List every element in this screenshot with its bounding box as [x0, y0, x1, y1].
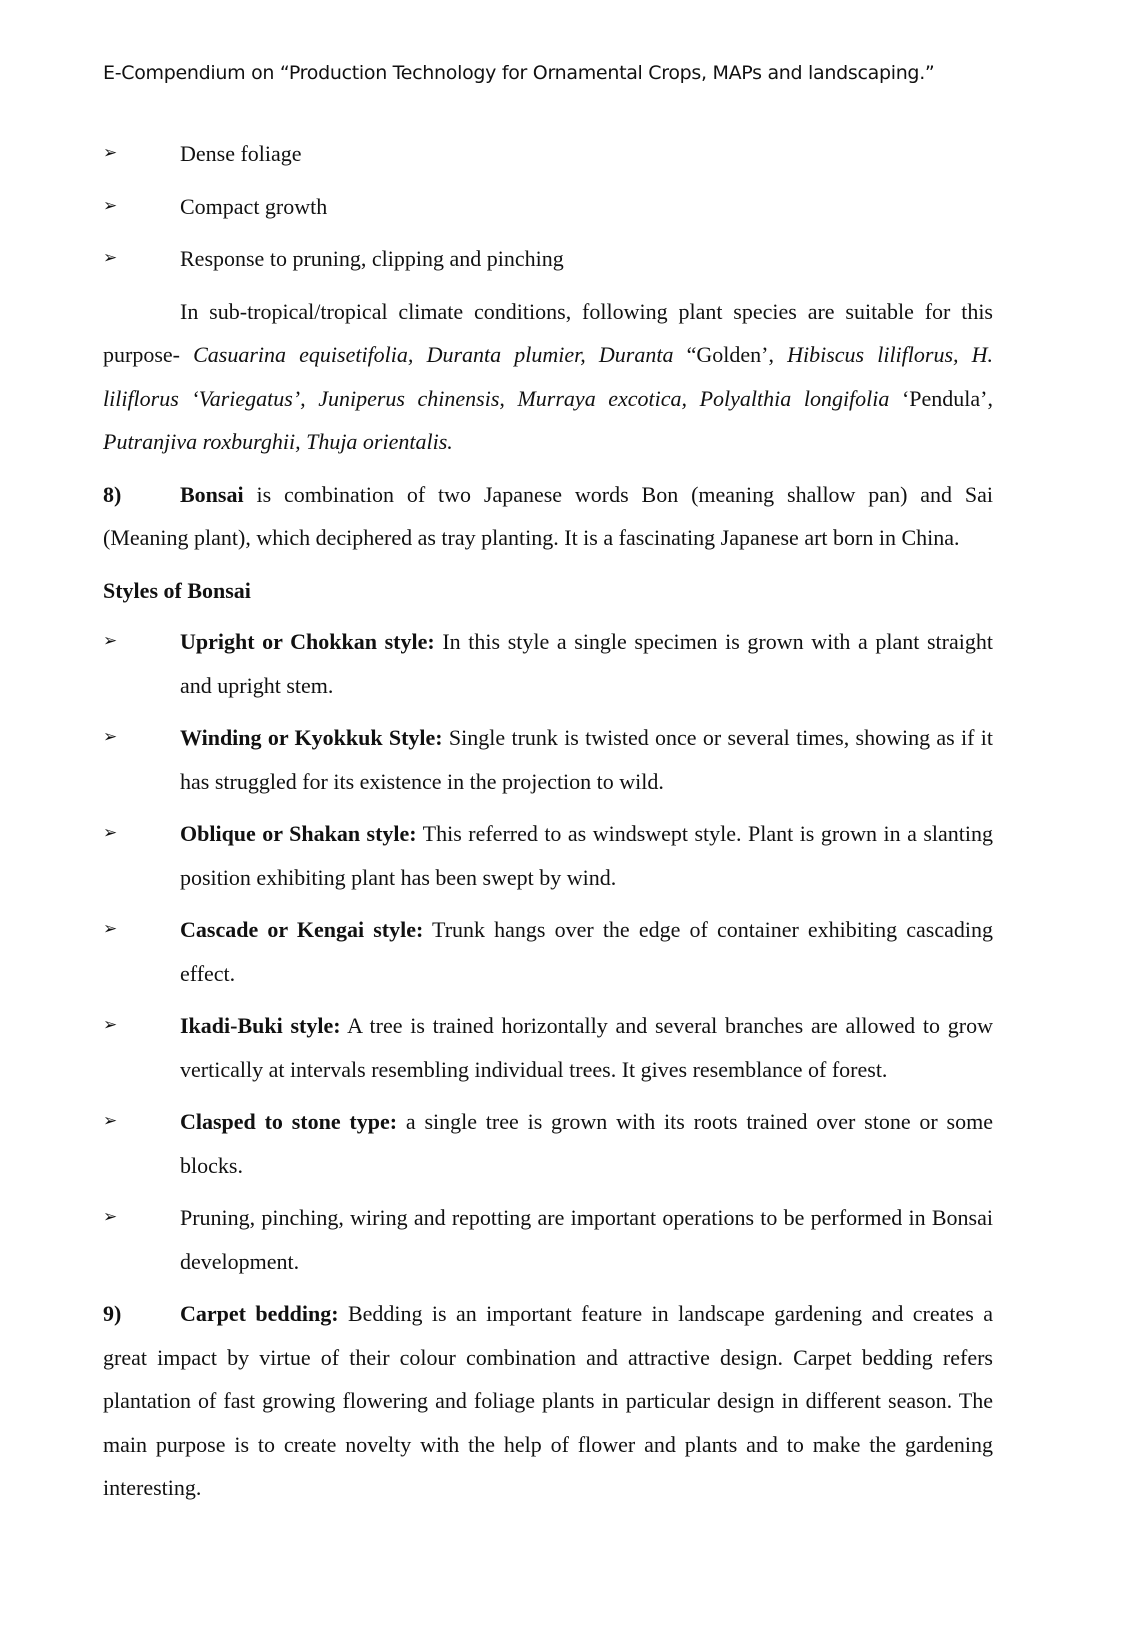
arrow-bullet-icon: ➢ [103, 1015, 118, 1035]
arrow-bullet-icon: ➢ [103, 727, 118, 747]
arrow-bullet-icon: ➢ [103, 1207, 118, 1227]
arrow-bullet-icon: ➢ [103, 1111, 118, 1131]
arrow-bullet-icon: ➢ [103, 248, 118, 268]
document-body [103, 132, 993, 1519]
arrow-bullet-icon: ➢ [103, 143, 118, 163]
list-item: ➢ Pruning, pinching, wiring and repotting are important operations to be performed in Bonsai development. [103, 1196, 993, 1283]
carpet-bedding-paragraph: 9) Carpet bedding: Bedding is an important feature in landscape gardening and creates a great impact by virtue of their colour combination and attractive design. Carpet bedding refers plantation of fast growing flowering and foliage plants in particular design in different season. The main purpose is to create novelty with the help of flower and plants and to make the gardening interesting. [103, 1292, 993, 1510]
section-term: Bonsai [180, 481, 244, 507]
running-header: E-Compendium on “Production Technology for Ornamental Crops, MAPs and landscaping.” [103, 62, 935, 84]
list-item: ➢ Winding or Kyokkuk Style: Single trunk is twisted once or several times, showing as if it has struggled for its existence in the projection to wild. [103, 716, 993, 803]
arrow-bullet-icon: ➢ [103, 823, 118, 843]
arrow-bullet-icon: ➢ [103, 195, 118, 216]
list-item: ➢ Dense foliage [103, 132, 993, 176]
list-item: ➢ Oblique or Shakan style: This referred to as windswept style. Plant is grown in a slanting position exhibiting plant has been swept by wind. [103, 812, 993, 899]
section-number: 8) [103, 481, 122, 507]
list-item: ➢ Upright or Chokkan style: In this style a single specimen is grown with a plant straight and upright stem. [103, 620, 993, 707]
list-item: ➢ Response to pruning, clipping and pinching [103, 237, 993, 281]
arrow-bullet-icon: ➢ [103, 631, 118, 651]
bonsai-paragraph: 8) Bonsai is combination of two Japanese words Bon (meaning shallow pan) and Sai (Meaning plant), which deciphered as tray planting. It is a fascinating Japanese art born in China. [103, 473, 993, 560]
list-item: ➢ Compact growth [103, 185, 993, 229]
list-item: ➢ Ikadi-Buki style: A tree is trained horizontally and several branches are allowed to grow vertically at intervals resembling individual trees. It gives resemblance of forest. [103, 1004, 993, 1091]
species-paragraph: In sub-tropical/tropical climate conditions, following plant species are suitable for this purpose- Casuarina equisetifolia, Duranta plumier, Duranta “Golden’, Hibiscus liliflorus, H. liliflorus ‘Variegatus’, Juniperus chinensis, Murraya excotica, Polyalthia longifolia ‘Pendula’, Putranjiva roxburghii, Thuja orientalis. [103, 298, 994, 454]
arrow-bullet-icon: ➢ [103, 919, 118, 939]
list-item: ➢ Clasped to stone type: a single tree is grown with its roots trained over stone or some blocks. [103, 1100, 993, 1187]
list-item: ➢ Cascade or Kengai style: Trunk hangs over the edge of container exhibiting cascading effect. [103, 908, 993, 995]
section-term: Carpet bedding: [180, 1301, 339, 1326]
section-number: 9) [103, 1301, 122, 1326]
section-heading: Styles of Bonsai [103, 577, 251, 603]
